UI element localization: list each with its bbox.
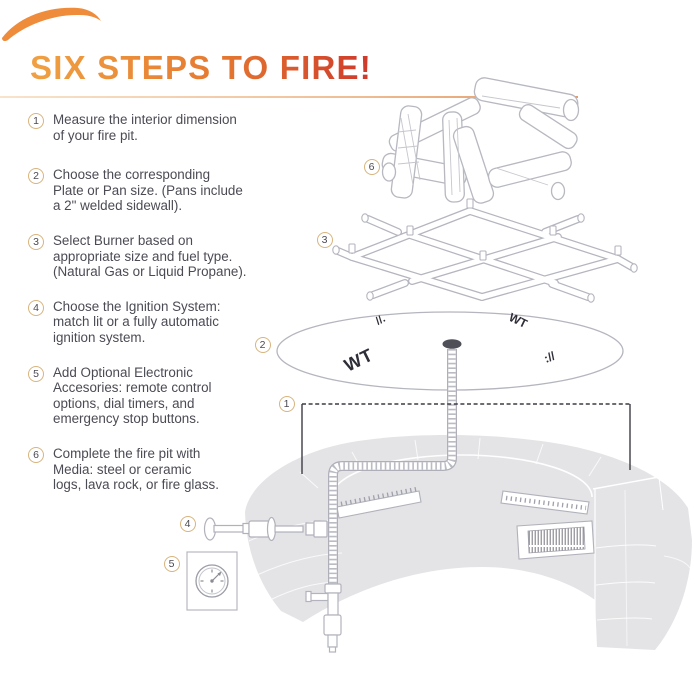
timer-illustration xyxy=(187,552,237,610)
step-text-line: Choose the corresponding xyxy=(53,167,211,183)
step-number-badge: 1 xyxy=(28,113,44,129)
vent-grille xyxy=(517,521,594,559)
plate-mark: WT xyxy=(340,344,377,376)
step-text-line: Complete the fire pit with xyxy=(53,445,201,461)
step-text-line: Add Optional Electronic xyxy=(53,364,193,380)
step-text-line: (Natural Gas or Liquid Propane). xyxy=(53,264,247,280)
plate-mark: WT xyxy=(506,310,530,331)
step-text-line: Media: steel or ceramic xyxy=(53,461,192,477)
burner-illustration xyxy=(333,199,637,302)
step-text-line: appropriate size and fuel type. xyxy=(53,248,233,264)
callout-1: 1 xyxy=(279,396,295,412)
logs-illustration xyxy=(381,76,580,205)
step-text-line: ignition system. xyxy=(53,329,146,345)
plate-mark: //. xyxy=(373,312,388,328)
callout-2: 2 xyxy=(255,337,271,353)
step-text-line: options, dial timers, and xyxy=(53,395,195,411)
plate-mark: :// xyxy=(541,348,558,366)
step-text-line: match lit or a fully automatic xyxy=(53,314,219,330)
step-text-line: emergency stop buttons. xyxy=(53,411,200,427)
step-text-line: a 2" welded sidewall). xyxy=(53,198,183,214)
plate-hub xyxy=(443,339,462,349)
fire-pit-enclosure xyxy=(245,435,692,650)
step-text-line: Measure the interior dimension xyxy=(53,112,237,127)
step-text-line: Accesories: remote control xyxy=(53,380,212,396)
step-number-badge: 2 xyxy=(28,168,44,184)
page-title: SIX STEPS TO FIRE! xyxy=(30,49,372,86)
step-text-line: of your fire pit. xyxy=(53,127,138,143)
step-number-badge: 4 xyxy=(28,300,44,316)
pipe-fittings xyxy=(306,584,341,652)
step-text-line: Select Burner based on xyxy=(53,232,193,248)
callout-6: 6 xyxy=(364,159,380,175)
step-number-badge: 6 xyxy=(28,447,44,463)
callout-4: 4 xyxy=(180,516,196,532)
step-number-badge: 3 xyxy=(28,234,44,250)
callout-3: 3 xyxy=(317,232,333,248)
step-text-line: logs, lava rock, or fire glass. xyxy=(53,477,219,493)
step-number-badge: 5 xyxy=(28,366,44,382)
step-text-line: Choose the Ignition System: xyxy=(53,298,221,314)
step-text-line: Plate or Pan size. (Pans include xyxy=(53,182,243,198)
callout-5: 5 xyxy=(164,556,180,572)
